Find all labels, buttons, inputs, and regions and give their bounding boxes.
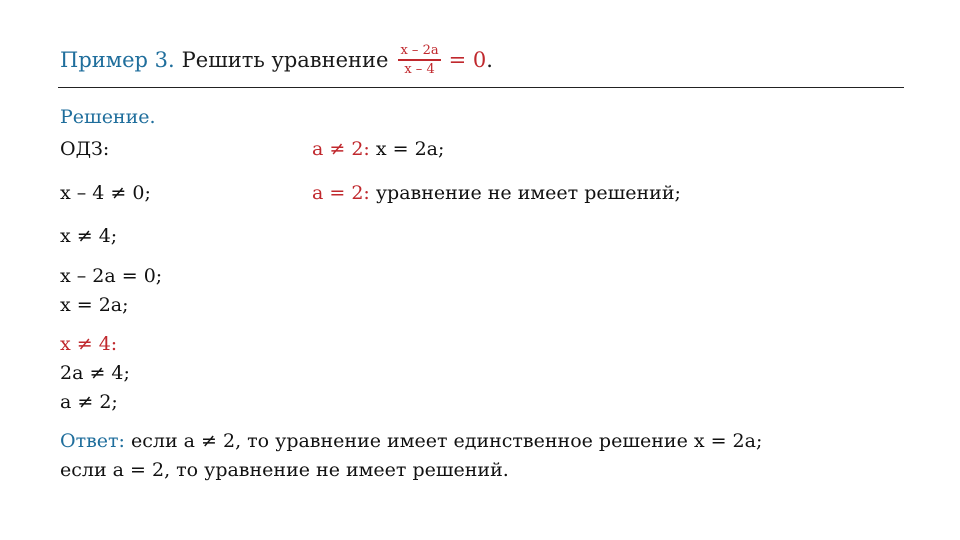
answer-line2: если a = 2, то уравнение не имеет решений. xyxy=(60,459,509,481)
solution-heading: Решение. xyxy=(60,106,156,128)
equation-step1: x – 2a = 0; xyxy=(60,265,163,287)
answer-text1: если a ≠ 2, то уравнение имеет единственное решение x = 2a; xyxy=(131,430,763,452)
check-step2: a ≠ 2; xyxy=(60,391,118,413)
title-period: . xyxy=(486,48,493,72)
equation-step2: x = 2a; xyxy=(60,294,129,316)
answer-label: Ответ: xyxy=(60,430,125,452)
answer-line1 xyxy=(60,429,762,453)
task-text: Решить уравнение xyxy=(181,48,389,72)
odz-condition: x – 4 ≠ 0; xyxy=(60,182,151,204)
slide-title xyxy=(60,38,493,82)
title-divider xyxy=(58,87,904,88)
case1-condition: a ≠ 2: xyxy=(312,138,370,160)
equals-zero: = 0 xyxy=(448,48,487,72)
fraction-denominator: x – 4 xyxy=(404,61,435,77)
odz-result: x ≠ 4; xyxy=(60,225,118,247)
case1-line xyxy=(312,137,444,161)
fraction-numerator: x – 2a xyxy=(400,43,439,59)
odz-label: ОДЗ: xyxy=(60,138,110,160)
check-step1: 2a ≠ 4; xyxy=(60,362,130,384)
example-label: Пример 3. xyxy=(60,48,175,72)
fraction xyxy=(398,43,440,77)
check-label: x ≠ 4: xyxy=(60,333,118,355)
case2-condition: a = 2: xyxy=(312,182,370,204)
case2-result: уравнение не имеет решений; xyxy=(375,182,681,204)
case1-result: x = 2a; xyxy=(375,138,445,160)
case2-line xyxy=(312,181,681,205)
